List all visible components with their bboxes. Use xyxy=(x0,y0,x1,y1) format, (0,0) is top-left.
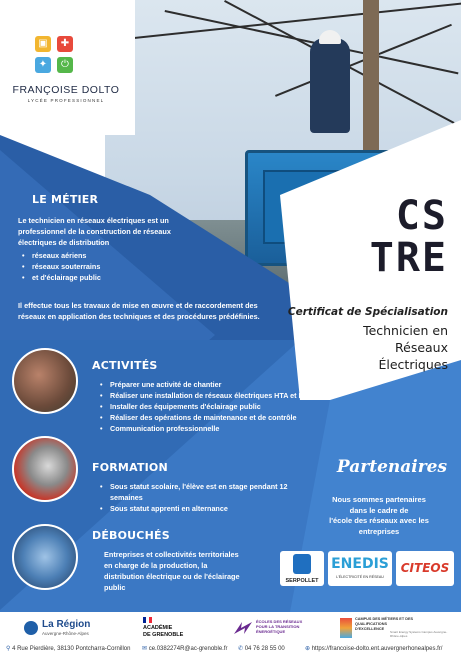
tools-icon: ✚ xyxy=(57,36,73,52)
activites-list xyxy=(100,379,340,434)
metier-intro: Le technicien en réseaux électriques est un professionnel de la construction de réseaux électriques de distribution xyxy=(18,216,171,247)
diploma-code-line2: TRE xyxy=(369,235,448,281)
email-text[interactable]: ce.0382274R@ac-grenoble.fr xyxy=(148,646,228,652)
activites-heading: ACTIVITÉS xyxy=(92,359,158,372)
phone-icon: ✆ xyxy=(238,646,244,652)
campus-logo-icon xyxy=(340,618,352,638)
enedis-tagline: L'ÉLECTRICITÉ EN RÉSEAU xyxy=(336,575,384,579)
campus-name: CAMPUS DES MÉTIERS ET DES QUALIFICATIONS D'EXCELLENCE xyxy=(355,617,414,631)
address xyxy=(6,645,130,652)
diploma-title-line: Technicien en xyxy=(363,323,448,338)
serpollet-name: SERPOLLET xyxy=(285,578,319,584)
website-text[interactable]: https://francoise-dolto.ent.auvergnerhonealpes.fr/ xyxy=(311,646,443,652)
list-item: • Communication professionnelle xyxy=(100,423,340,434)
partenaires-text-line: entreprises xyxy=(358,526,400,536)
formation-photo xyxy=(12,436,78,502)
academie-logo xyxy=(143,625,183,638)
school-subtitle: LYCÉE PROFESSIONNEL xyxy=(27,98,105,103)
list-item: • et d'éclairage public xyxy=(22,272,172,283)
partenaires-text-line: l'école des réseaux avec les xyxy=(329,516,429,525)
diploma-title-line: Électriques xyxy=(378,357,448,372)
diploma-type: Certificat de Spécialisation xyxy=(287,306,448,318)
formation-heading: FORMATION xyxy=(92,461,168,474)
academie-line: ACADÉMIE xyxy=(143,625,173,631)
diploma-title-line: Réseaux xyxy=(395,340,448,355)
phone xyxy=(238,645,285,652)
serpollet-s-icon xyxy=(293,554,311,574)
campus-sub: Smart Energy Systems Campus Auvergne-Rhône-Alpes xyxy=(390,630,448,638)
mail-icon: ✉ xyxy=(142,646,148,652)
list-item: • Sous statut scolaire, l'élève est en stage pendant 12 semaines xyxy=(100,481,310,503)
school-name: FRANÇOISE DOLTO xyxy=(12,84,120,96)
list-item: • réseaux aériens xyxy=(22,250,172,261)
metier-bullets xyxy=(22,250,172,283)
serpollet-logo xyxy=(280,551,324,586)
french-flag-icon xyxy=(143,617,152,623)
debouches-photo xyxy=(12,524,78,590)
diploma-title xyxy=(300,322,448,373)
metier-heading: LE MÉTIER xyxy=(32,193,99,206)
lightning-icon xyxy=(232,620,254,636)
diploma-code-line1: CS xyxy=(395,193,448,239)
citeos-logo xyxy=(396,551,454,586)
list-item: • Préparer une activité de chantier xyxy=(100,379,340,390)
list-item: • Réaliser une installation de réseaux électriques HTA et BT xyxy=(100,390,340,401)
list-item: • Réaliser des opérations de maintenance et de contrôle xyxy=(100,412,340,423)
region-logo-icon xyxy=(24,621,38,635)
formation-list xyxy=(100,481,310,514)
globe-icon: ⊕ xyxy=(305,646,311,652)
email[interactable] xyxy=(142,645,228,652)
academie-line: DE GRENOBLE xyxy=(143,631,184,638)
list-item: • Installer des équipements d'éclairage public xyxy=(100,401,340,412)
address-text: 4 Rue Pierdière, 38130 Pontcharra-Cornillon xyxy=(12,646,131,652)
phone-text: 04 76 28 55 00 xyxy=(244,646,285,652)
partenaires-heading: Partenaires xyxy=(336,457,448,477)
ecoles-name: ÉCOLES DES RÉSEAUX POUR LA TRANSITION ÉNERGÉTIQUE xyxy=(256,619,303,634)
website[interactable] xyxy=(305,645,442,652)
ecoles-logo-icon xyxy=(232,620,254,636)
debouches-heading: DÉBOUCHÉS xyxy=(92,529,170,542)
plug-icon: ⏻ xyxy=(57,57,73,73)
book-icon: ▣ xyxy=(35,36,51,52)
school-logo xyxy=(35,36,81,76)
region-name: La Région xyxy=(42,619,91,630)
list-item: • Sous statut apprenti en alternance xyxy=(100,503,310,514)
list-item: • réseaux souterrains xyxy=(22,261,172,272)
partenaires-text-line: Nous sommes partenaires xyxy=(332,495,426,504)
partenaires-text-line: dans le cadre de xyxy=(349,505,409,515)
location-icon: ⚲ xyxy=(6,646,11,652)
enedis-name: ENEDIS xyxy=(331,556,389,572)
debouches-text: Entreprises et collectivités territoriales en charge de la production, la distribution électrique ou de l'éclairage public xyxy=(104,550,240,592)
activites-photo xyxy=(12,348,78,414)
region-sub: Auvergne-Rhône-Alpes xyxy=(42,631,89,636)
bulb-icon: ✦ xyxy=(35,57,51,73)
partenaires-text xyxy=(300,495,458,537)
citeos-name: CITEOS xyxy=(400,561,450,575)
enedis-logo xyxy=(328,551,392,586)
metier-paragraph: Il effectue tous les travaux de mise en œuvre et de raccordement des réseaux en application des techniques et des procédures prédéfinies. xyxy=(18,301,260,321)
